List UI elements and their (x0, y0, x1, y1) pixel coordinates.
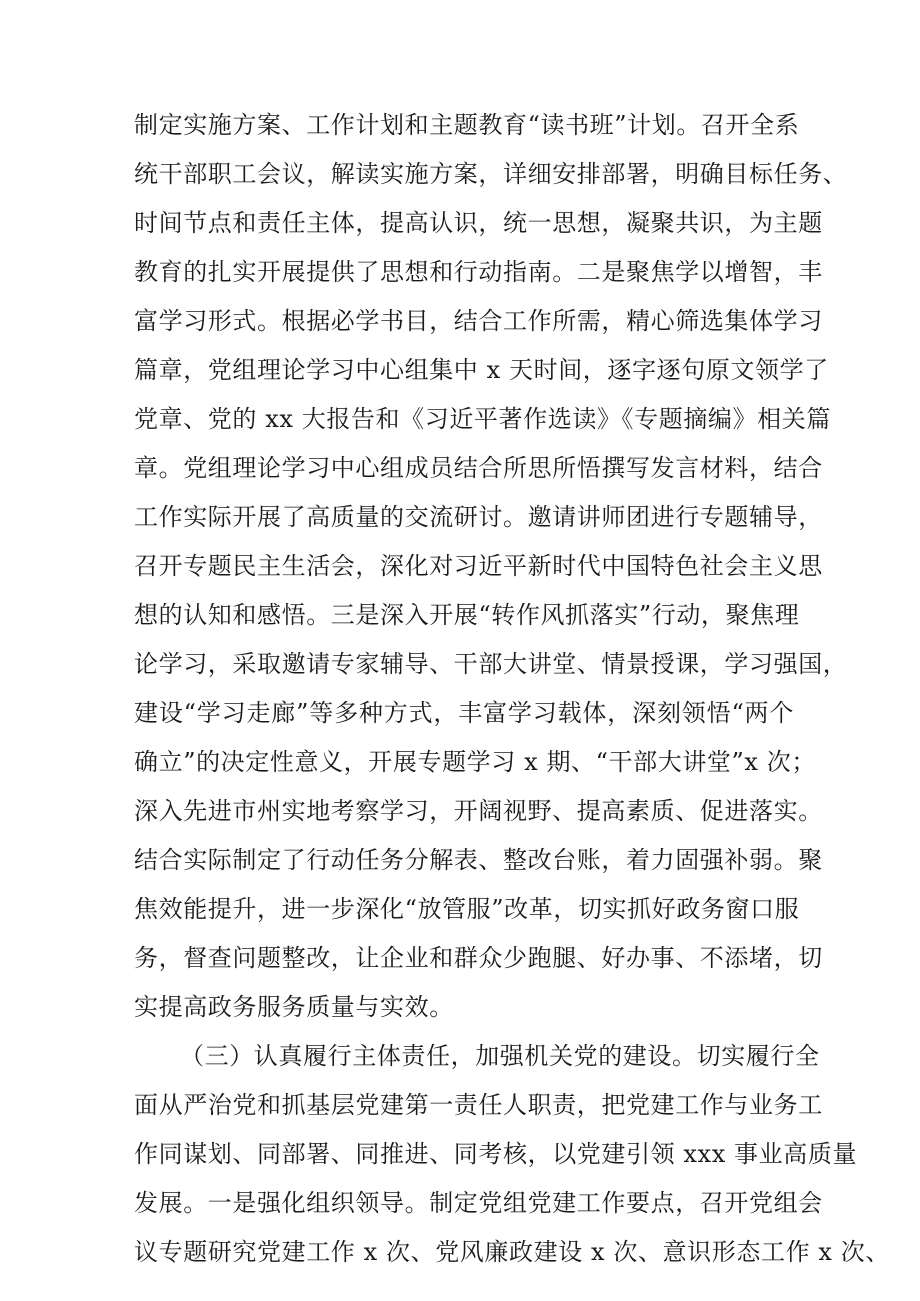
paragraph-line: 建设“学习走廊”等多种方式，丰富学习载体，深刻领悟“两个 (134, 699, 794, 727)
paragraph-line: 结合实际制定了行动任务分解表、整改台账，着力固强补弱。聚 (134, 846, 823, 874)
paragraph-line: 议专题研究党建工作 x 次、党风廉政建设 x 次、意识形态工作 x 次、 (134, 1238, 890, 1266)
paragraph-line: 确立”的决定性意义，开展专题学习 x 期、“干部大讲堂”x 次； (134, 748, 816, 776)
paragraph-line: 深入先进市州实地考察学习，开阔视野、提高素质、促进落实。 (134, 797, 823, 825)
paragraph-line: 务，督查问题整改，让企业和群众少跑腿、好办事、不添堵，切 (134, 944, 823, 972)
paragraph-line: 教育的扎实开展提供了思想和行动指南。二是聚焦学以增智，丰 (134, 258, 823, 286)
paragraph-line: 作同谋划、同部署、同推进、同考核，以党建引领 xxx 事业高质量 (134, 1140, 858, 1168)
paragraph-line: 想的认知和感悟。三是深入开展“转作风抓落实”行动，聚焦理 (134, 601, 800, 629)
paragraph-line: 召开专题民主生活会，深化对习近平新时代中国特色社会主义思 (134, 552, 823, 580)
paragraph-line: 党章、党的 xx 大报告和《习近平著作选读》《专题摘编》相关篇 (134, 405, 831, 433)
paragraph-line: 统干部职工会议，解读实施方案，详细安排部署，明确目标任务、 (134, 160, 848, 188)
paragraph-line: 章。党组理论学习中心组成员结合所思所悟撰写发言材料，结合 (134, 454, 823, 482)
paragraph-line: 制定实施方案、工作计划和主题教育“读书班”计划。召开全系 (134, 111, 800, 139)
paragraph-line: 篇章，党组理论学习中心组集中 x 天时间，逐字逐句原文领学了 (134, 356, 829, 384)
paragraph-line: 面从严治党和抓基层党建第一责任人职责，把党建工作与业务工 (134, 1091, 823, 1119)
paragraph-line: 论学习，采取邀请专家辅导、干部大讲堂、情景授课，学习强国， (134, 650, 848, 678)
paragraph-line: 时间节点和责任主体，提高认识，统一思想，凝聚共识，为主题 (134, 209, 823, 237)
section-heading-line: （三）认真履行主体责任，加强机关党的建设。切实履行全 (180, 1042, 820, 1070)
paragraph-line: 实提高政务服务质量与实效。 (134, 993, 454, 1021)
paragraph-line: 焦效能提升，进一步深化“放管服”改革，切实抓好政务窗口服 (134, 895, 800, 923)
paragraph-line: 工作实际开展了高质量的交流研讨。邀请讲师团进行专题辅导， (134, 503, 823, 531)
paragraph-line: 发展。一是强化组织领导。制定党组党建工作要点，召开党组会 (134, 1189, 823, 1217)
paragraph-line: 富学习形式。根据必学书目，结合工作所需，精心筛选集体学习 (134, 307, 823, 335)
